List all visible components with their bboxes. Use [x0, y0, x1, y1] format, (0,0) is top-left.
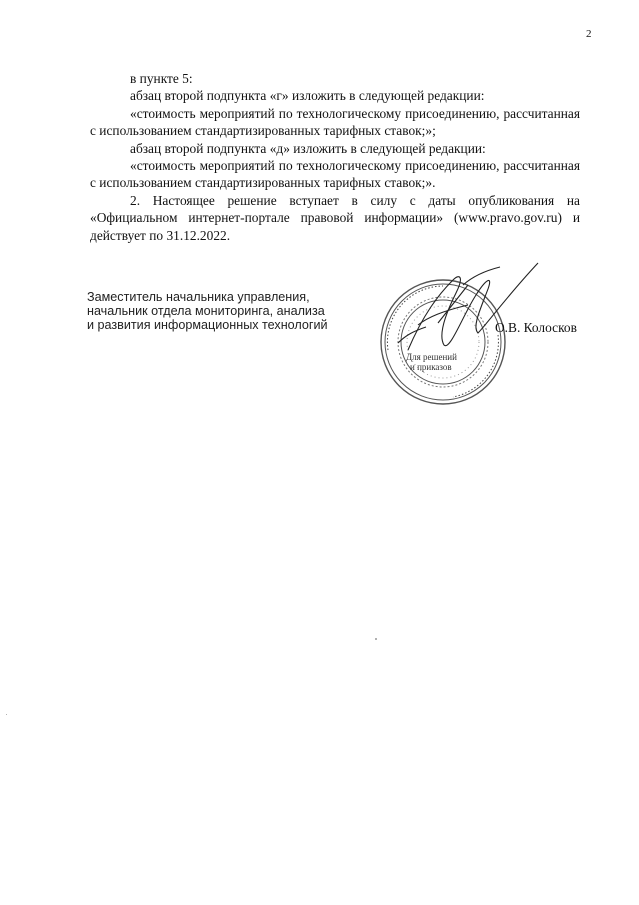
signer-name: О.В. Колосков [495, 320, 577, 335]
paragraph-item-5: в пункте 5: [130, 71, 193, 86]
document-body [90, 70, 580, 244]
stamp-text-line-2: и приказов [410, 362, 452, 372]
scan-speck [6, 714, 7, 715]
paragraph-subitem-d: абзац второй подпункта «д» изложить в следующей редакции: [130, 140, 486, 156]
stamp-text-line-1: Для решений [406, 352, 457, 362]
official-stamp [368, 255, 548, 430]
paragraph-quote-d: «стоимость мероприятий по технологическому присоединению, рассчитанная с использованием стандартизированных тарифных ставок;». [90, 158, 580, 191]
signer-position [87, 290, 367, 332]
scan-speck [375, 638, 377, 640]
page-number: 2 [586, 28, 592, 40]
paragraph-quote-g: «стоимость мероприятий по технологическому присоединению, рассчитанная с использованием стандартизированных тарифных ставок;»; [90, 105, 580, 139]
paragraph-subitem-g: абзац второй подпункта «г» изложить в следующей редакции: [130, 88, 485, 104]
signer-position-line-3: и развития информационных технологий [87, 318, 328, 332]
paragraph-effective-date: 2. Настоящее решение вступает в силу с даты опубликования на «Официальном интернет-портале правовой информации» (www.pravo.gov.ru) и действует по 31.12.2022. [90, 192, 580, 243]
signer-position-line-1: Заместитель начальника управления, [87, 290, 310, 304]
signer-position-line-2: начальник отдела мониторинга, анализа [87, 304, 325, 318]
